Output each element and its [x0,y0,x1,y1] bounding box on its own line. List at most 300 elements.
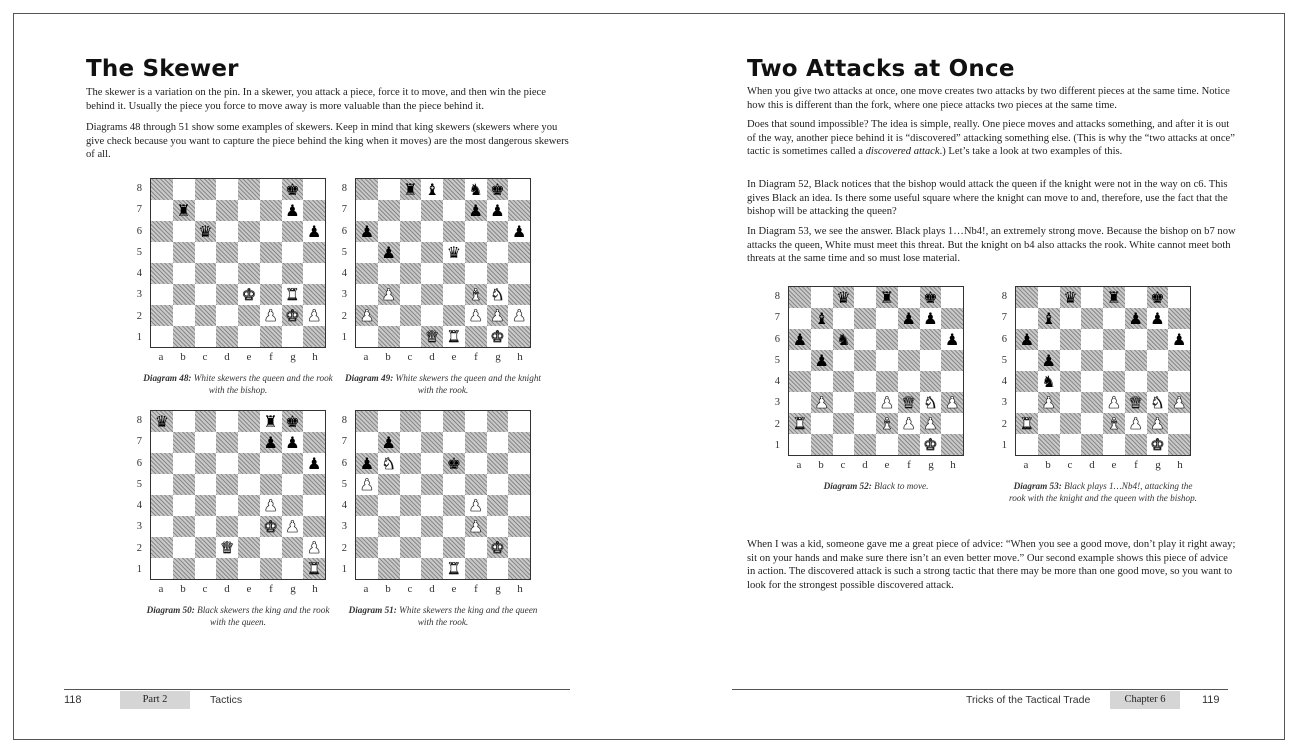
square-h4 [1168,371,1190,392]
square-d3 [854,392,876,413]
square-f3 [1125,392,1147,413]
square-a4 [356,495,378,516]
square-a6 [1016,329,1038,350]
rank-label: 1 [136,331,142,343]
square-e3 [1103,392,1125,413]
white-pawn-icon: ♟ [879,392,895,412]
square-d8 [1081,287,1103,308]
square-d7 [216,432,238,453]
square-e7 [443,200,465,221]
square-e2 [876,413,898,434]
square-e8 [876,287,898,308]
square-g2 [920,413,942,434]
square-c3 [195,284,217,305]
file-label: d [1089,459,1095,471]
square-e4 [238,263,260,284]
rank-label: 3 [136,521,142,533]
square-g2 [487,537,509,558]
file-label: b [818,459,824,471]
square-c7 [400,200,422,221]
square-g6 [487,221,509,242]
square-d2 [216,537,238,558]
square-e1 [876,434,898,455]
file-label: d [429,351,435,363]
square-c8 [833,287,855,308]
square-b2 [378,305,400,326]
square-g5 [487,474,509,495]
square-b4 [811,371,833,392]
square-a1 [356,326,378,347]
rank-label: 6 [136,225,142,237]
diagram-caption-text: White skewers the queen and the rook with the bishop. [191,373,333,395]
square-b5 [173,242,195,263]
rank-label: 8 [136,183,142,194]
square-f5 [260,474,282,495]
square-e8 [443,411,465,432]
square-c4 [195,495,217,516]
square-g7 [487,200,509,221]
white-bishop-icon: ♝ [1106,413,1122,433]
square-e2 [443,305,465,326]
square-f8 [465,411,487,432]
square-d4 [421,263,443,284]
rank-label: 4 [1001,376,1007,387]
white-pawn-icon: ♟ [814,392,829,412]
square-b7 [378,200,400,221]
square-f8 [898,287,920,308]
square-a4 [789,371,811,392]
file-label: b [385,583,391,595]
rank-label: 1 [341,331,347,343]
white-pawn-icon: ♟ [468,495,483,515]
square-b3 [173,516,195,537]
file-label: b [180,583,186,595]
square-h7 [303,432,325,453]
square-f2 [260,305,282,326]
file-label: c [202,351,208,363]
square-h8 [303,179,325,200]
black-queen-icon: ♛ [1063,287,1078,307]
square-e7 [443,432,465,453]
square-g1 [487,558,509,579]
chess-board [1015,286,1191,456]
white-rook-icon: ♜ [446,326,462,346]
file-label: c [407,351,413,363]
square-b4 [173,495,195,516]
black-queen-icon: ♛ [154,411,170,431]
black-pawn-icon: ♟ [359,453,375,473]
square-b2 [173,537,195,558]
square-g6 [282,221,304,242]
square-f7 [465,432,487,453]
file-label: g [495,583,501,595]
square-b7 [173,432,195,453]
black-king-icon: ♚ [446,453,462,473]
file-label: g [495,351,501,363]
diagram-caption [778,480,974,492]
square-a4 [1016,371,1038,392]
file-label: e [451,351,457,363]
black-pawn-icon: ♟ [1019,329,1035,349]
square-e8 [1103,287,1125,308]
square-c2 [833,413,855,434]
square-d8 [854,287,876,308]
square-e4 [238,495,260,516]
square-b6 [378,221,400,242]
black-bishop-icon: ♝ [424,179,440,199]
square-f8 [465,179,487,200]
square-h4 [303,495,325,516]
square-h5 [303,474,325,495]
file-label: a [1023,459,1029,471]
square-a3 [356,516,378,537]
square-f4 [465,263,487,284]
square-d5 [216,474,238,495]
square-h3 [508,284,530,305]
square-c1 [400,558,422,579]
square-a8 [356,411,378,432]
square-h6 [1168,329,1190,350]
right-paragraph-1: When you give two attacks at once, one move creates two attacks by two different pieces at the same time. Notice how this is different than the fork, where one piece attacks two pieces at the same time. [747,86,1230,111]
square-e7 [876,308,898,329]
rank-label: 6 [341,457,347,469]
file-label: a [363,351,369,363]
square-d4 [421,495,443,516]
file-label: a [363,583,369,595]
square-d7 [216,200,238,221]
square-g3 [282,284,304,305]
square-c4 [833,371,855,392]
rank-label: 3 [1001,397,1007,409]
file-label: e [246,351,252,363]
square-h1 [508,326,530,347]
square-b4 [1038,371,1060,392]
diagram-caption-text: Black skewers the king and the rook with the queen. [194,605,330,627]
square-c2 [1060,413,1082,434]
square-c4 [400,495,422,516]
white-knight-icon: ♞ [381,453,396,473]
square-c6 [400,221,422,242]
square-b1 [173,558,195,579]
square-h7 [941,308,963,329]
right-page-title: Two Attacks at Once [747,56,1015,82]
square-h6 [508,453,530,474]
square-g1 [1147,434,1169,455]
square-e6 [443,221,465,242]
file-label: g [290,351,296,363]
rank-label: 7 [774,312,780,324]
square-b6 [1038,329,1060,350]
black-pawn-icon: ♟ [1128,308,1143,328]
white-king-icon: ♚ [1150,434,1165,454]
square-h5 [303,242,325,263]
square-e7 [1103,308,1125,329]
diagram-label: Diagram 48: [143,373,192,383]
square-e7 [238,432,260,453]
rank-label: 2 [341,310,347,322]
square-c5 [400,474,422,495]
square-g1 [282,326,304,347]
square-h8 [508,411,530,432]
square-c8 [195,179,217,200]
chapter-tab: Chapter 6 [1110,691,1180,709]
square-c2 [195,537,217,558]
square-e7 [238,200,260,221]
rank-label: 5 [341,478,347,490]
square-h5 [508,474,530,495]
file-label: e [1111,459,1117,471]
diagram-label: Diagram 53: [1013,481,1062,491]
file-label: a [796,459,802,471]
square-c3 [400,284,422,305]
square-g4 [282,263,304,284]
square-d2 [421,537,443,558]
square-e1 [238,326,260,347]
square-a3 [151,516,173,537]
square-g5 [920,350,942,371]
square-b5 [378,474,400,495]
square-e3 [238,284,260,305]
square-f8 [1125,287,1147,308]
square-e5 [443,242,465,263]
file-label: f [474,583,478,595]
square-d6 [421,221,443,242]
square-c3 [195,516,217,537]
square-h1 [1168,434,1190,455]
square-c1 [195,558,217,579]
left-footer-rule [64,689,570,690]
square-a5 [789,350,811,371]
square-h2 [303,537,325,558]
square-f2 [465,305,487,326]
square-h1 [303,326,325,347]
right-paragraph-2: Does that sound impossible? The idea is simple, really. One piece moves and attacks something, and after it is out of the way, another piece behind it is “discovered” attacking something else. (This is why the “two attacks at once” tactic is sometimes called a discovered attack.) Let’s take a look at two examples of this. [747,119,1235,158]
black-knight-icon: ♞ [468,179,483,199]
square-h6 [303,221,325,242]
square-a6 [151,221,173,242]
square-g3 [1147,392,1169,413]
file-label: f [1134,459,1138,471]
diagram-caption-text: White skewers the queen and the knight with the rook. [393,373,541,395]
black-pawn-icon: ♟ [468,200,483,220]
rank-label: 4 [774,376,780,387]
square-a6 [356,221,378,242]
file-label: b [1045,459,1051,471]
square-b4 [378,495,400,516]
square-f6 [1125,329,1147,350]
square-e8 [238,411,260,432]
rank-label: 5 [136,478,142,490]
rank-label: 5 [1001,354,1007,366]
square-d7 [1081,308,1103,329]
white-rook-icon: ♜ [1019,413,1035,433]
rank-label: 3 [136,289,142,301]
square-c8 [1060,287,1082,308]
file-label: g [928,459,934,471]
file-label: g [1155,459,1161,471]
file-label: e [246,583,252,595]
square-h6 [303,453,325,474]
square-a8 [789,287,811,308]
square-d2 [1081,413,1103,434]
square-e3 [876,392,898,413]
square-e1 [1103,434,1125,455]
black-king-icon: ♚ [285,411,300,431]
square-b1 [378,558,400,579]
left-paragraph-1: The skewer is a variation on the pin. In a skewer, you attack a piece, force it to move, and then win the piece behind it. Usually the piece you force to move away is more valuable than the piece behind it. [86,87,546,112]
white-pawn-icon: ♟ [1171,392,1187,412]
square-d1 [854,434,876,455]
white-rook-icon: ♜ [285,284,300,304]
black-pawn-icon: ♟ [359,221,375,241]
square-e1 [443,326,465,347]
white-knight-icon: ♞ [1150,392,1165,412]
rank-label: 1 [774,439,780,451]
square-d2 [854,413,876,434]
diagram-label: Diagram 52: [823,481,872,491]
square-h4 [508,495,530,516]
left-page-number: 118 [64,694,82,706]
square-d5 [421,242,443,263]
file-label: b [180,351,186,363]
square-d6 [1081,329,1103,350]
file-label: d [224,351,230,363]
square-b6 [173,453,195,474]
square-f3 [260,284,282,305]
diagram-caption [345,372,541,396]
file-label: h [950,459,956,471]
black-rook-icon: ♜ [176,200,191,220]
square-c1 [833,434,855,455]
black-queen-icon: ♛ [446,242,462,262]
square-c5 [195,242,217,263]
white-king-icon: ♚ [490,326,505,346]
rank-label: 1 [341,563,347,575]
square-c1 [400,326,422,347]
square-b8 [811,287,833,308]
square-c5 [833,350,855,371]
square-f1 [898,434,920,455]
square-g7 [282,200,304,221]
square-d1 [421,558,443,579]
left-paragraph-2: Diagrams 48 through 51 show some examples of skewers. Keep in mind that king skewers (skewers where you give check because you want to capture the piece behind the king when it moves) are the most dangerous skewers of all. [86,122,569,161]
square-a5 [151,242,173,263]
white-pawn-icon: ♟ [263,305,278,325]
square-f4 [898,371,920,392]
rank-label: 7 [136,204,142,216]
square-b8 [378,179,400,200]
right-paragraph-3: In Diagram 52, Black notices that the bishop would attack the queen if the knight were not in the way on c6. This gives Black an idea. Is there some useful square where the knight can move to and, therefore, use the fact that the bishop will be attacking the queen? [747,179,1228,218]
square-d4 [216,263,238,284]
square-h5 [508,242,530,263]
square-a8 [356,179,378,200]
square-a8 [151,179,173,200]
square-g4 [487,263,509,284]
square-b8 [1038,287,1060,308]
square-a3 [789,392,811,413]
square-h5 [941,350,963,371]
square-d7 [421,200,443,221]
square-f6 [260,221,282,242]
square-a6 [151,453,173,474]
square-e3 [238,516,260,537]
file-label: d [862,459,868,471]
square-h5 [1168,350,1190,371]
square-e6 [876,329,898,350]
square-c3 [400,516,422,537]
white-king-icon: ♚ [285,305,300,325]
black-rook-icon: ♜ [263,411,278,431]
black-rook-icon: ♜ [403,179,418,199]
diagram-label: Diagram 49: [345,373,394,383]
square-g8 [920,287,942,308]
black-pawn-icon: ♟ [1150,308,1165,328]
rank-label: 4 [136,500,142,511]
square-h8 [1168,287,1190,308]
rank-label: 2 [341,542,347,554]
square-c5 [400,242,422,263]
square-c8 [400,411,422,432]
white-pawn-icon: ♟ [359,305,375,325]
diagram-label: Diagram 50: [146,605,195,615]
square-b2 [378,537,400,558]
square-d2 [421,305,443,326]
square-c7 [1060,308,1082,329]
white-rook-icon: ♜ [306,558,322,578]
black-queen-icon: ♛ [198,221,213,241]
black-knight-icon: ♞ [836,329,851,349]
square-a7 [151,200,173,221]
square-h8 [303,411,325,432]
square-g6 [487,453,509,474]
square-g2 [487,305,509,326]
square-f8 [260,179,282,200]
rank-label: 7 [341,204,347,216]
black-king-icon: ♚ [490,179,505,199]
left-section-title: Tactics [210,694,243,706]
square-g4 [920,371,942,392]
square-h6 [508,221,530,242]
square-d2 [216,305,238,326]
square-e8 [443,179,465,200]
square-a6 [356,453,378,474]
diagram-caption-text: White skewers the king and the queen with the rook. [396,605,538,627]
square-e4 [443,263,465,284]
right-footer-rule [732,689,1228,690]
white-rook-icon: ♜ [446,558,462,578]
square-b3 [378,284,400,305]
file-label: c [202,583,208,595]
black-king-icon: ♚ [285,179,300,199]
square-c6 [195,453,217,474]
square-h7 [303,200,325,221]
white-queen-icon: ♛ [901,392,916,412]
white-pawn-icon: ♟ [901,413,916,433]
file-label: f [269,351,273,363]
square-a1 [789,434,811,455]
square-b7 [1038,308,1060,329]
square-d3 [421,284,443,305]
white-knight-icon: ♞ [490,284,505,304]
square-b5 [1038,350,1060,371]
rank-label: 2 [1001,418,1007,430]
file-label: h [312,583,318,595]
square-b1 [811,434,833,455]
square-a5 [1016,350,1038,371]
square-b8 [378,411,400,432]
square-e2 [238,537,260,558]
chess-board [355,410,531,580]
